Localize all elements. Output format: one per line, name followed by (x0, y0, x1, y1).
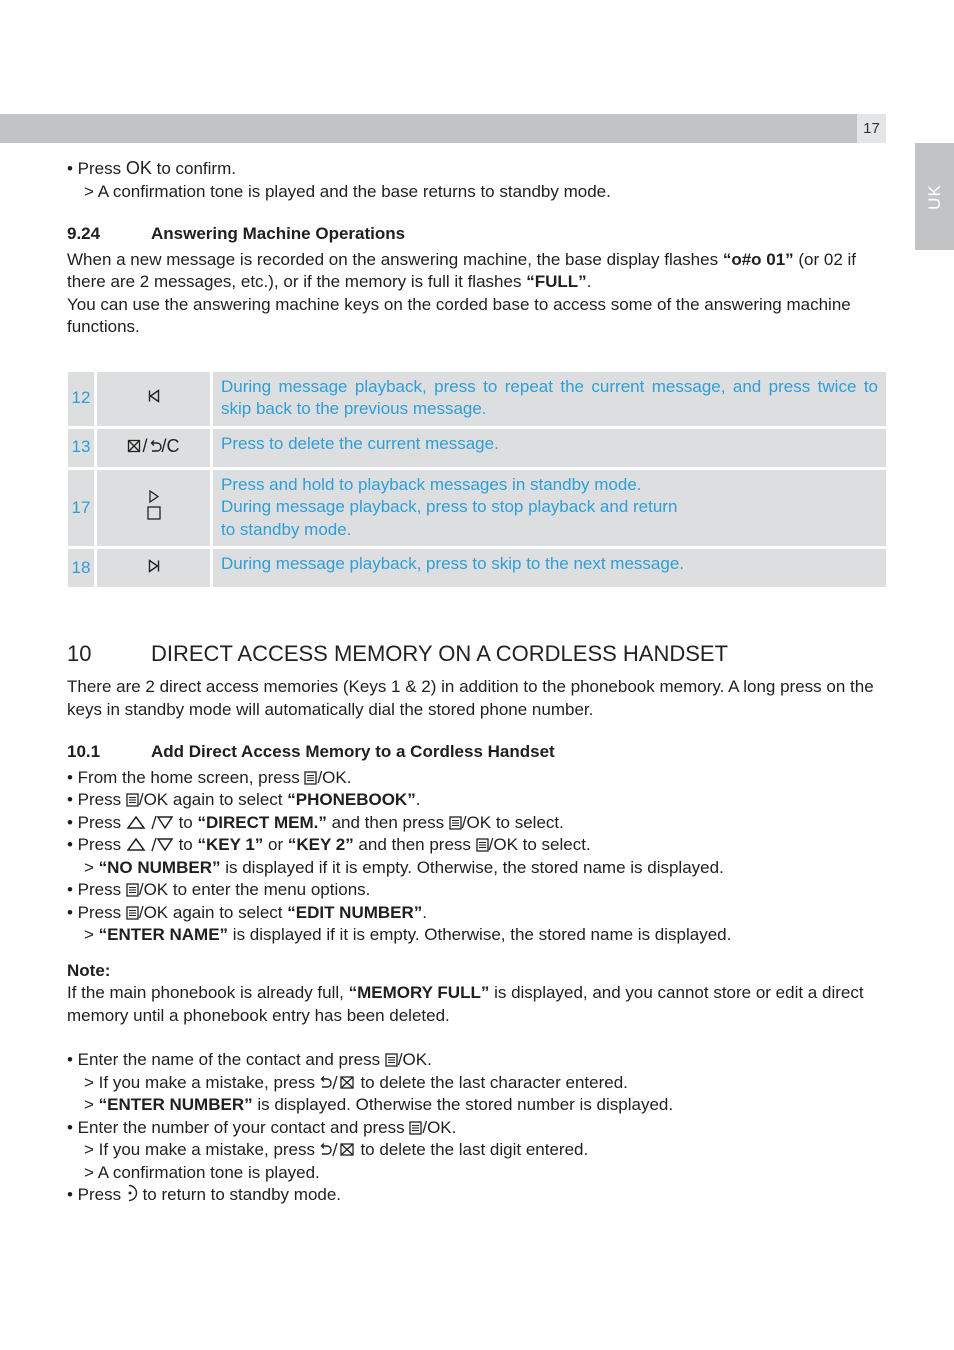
table-row (68, 429, 886, 467)
intro-step: • Press OK to confirm. (67, 158, 236, 178)
list-item: • Press /OK again to select “PHONEBOOK”. (67, 790, 421, 809)
list-item-result: > “NO NUMBER” is displayed if it is empty. Otherwise, the stored name is displayed. (84, 857, 724, 877)
list-item: • Press to return to standby mode. (67, 1185, 342, 1204)
menu-ok-key-icon (409, 1121, 422, 1135)
key-number: 17 (68, 470, 94, 547)
menu-ok-key-icon (126, 906, 139, 920)
up-down-key-icon (126, 815, 174, 830)
play-stop-icon (97, 470, 210, 547)
table-row (68, 549, 886, 587)
page-number: 17 (857, 114, 886, 143)
list-item-result: > If you make a mistake, press to delete the last digit entered. (84, 1140, 589, 1159)
menu-ok-key-icon (449, 816, 462, 830)
list-item: • Enter the name of the contact and press /OK. (67, 1050, 432, 1069)
ok-key-icon: OK (125, 158, 152, 178)
menu-ok-key-icon (126, 793, 139, 807)
list-item-result: > A confirmation tone is played. (84, 1162, 320, 1182)
list-item-result: > “ENTER NAME” is displayed if it is empty. Otherwise, the stored name is displayed. (84, 925, 732, 944)
list-item-result: > “ENTER NUMBER” is displayed. Otherwise the stored number is displayed. (84, 1095, 674, 1114)
section-9-24-para2: You can use the answering machine keys on the corded base to access some of the answering machine functions. (67, 294, 851, 336)
language-tab (915, 143, 954, 250)
section-9-24-heading: 9.24 Answering Machine Operations (67, 224, 406, 243)
menu-ok-key-icon (126, 883, 139, 897)
up-down-key-icon (126, 837, 174, 852)
key-description: Press to delete the current message. (213, 429, 886, 467)
key-number: 13 (68, 429, 94, 467)
back-delete-key-icon (320, 1142, 356, 1157)
list-item: • Press to “KEY 1” or “KEY 2” and then press /OK to select. (67, 835, 591, 854)
list-item-result: > If you make a mistake, press to delete the last character entered. (84, 1072, 628, 1092)
key-description: Press and hold to playback messages in standby mode. During message playback, press to stop playback and return to standby mode. (213, 470, 886, 547)
list-item: • Press /OK to enter the menu options. (67, 880, 371, 899)
skip-forward-icon (97, 549, 210, 587)
section-10-heading: 10 DIRECT ACCESS MEMORY ON A CORDLESS HANDSET (67, 641, 729, 666)
key-number: 12 (68, 372, 94, 426)
key-description: During message playback, press to repeat the current message, and press twice to skip back to the previous message. (213, 372, 886, 426)
list-item: • Enter the number of your contact and press /OK. (67, 1117, 457, 1137)
menu-ok-key-icon (304, 771, 317, 785)
section-10-1-heading: 10.1 Add Direct Access Memory to a Cordless Handset (67, 742, 555, 761)
page-content (67, 157, 887, 1207)
section-9-24-para1: When a new message is recorded on the answering machine, the base display flashes “o#o 01” (or 02 if there are 2 messages, etc.), or if the memory is full it flashes “FULL”. (67, 249, 857, 291)
key-number: 18 (68, 549, 94, 587)
list-item: • Press /OK again to select “EDIT NUMBER”. (67, 902, 428, 922)
skip-back-icon (97, 372, 210, 426)
delete-back-c-icon: / /C (97, 429, 210, 467)
table-row (68, 372, 886, 426)
menu-ok-key-icon (476, 838, 489, 852)
table-row (68, 470, 886, 547)
note-label: Note: (67, 960, 111, 980)
note-text: If the main phonebook is already full, “MEMORY FULL” is displayed, and you cannot store or edit a direct memory until a phonebook entry has been deleted. (67, 983, 864, 1025)
end-call-key-icon (126, 1184, 138, 1202)
list-item: • Press to “DIRECT MEM.” and then press /OK to select. (67, 812, 564, 832)
answering-machine-keys-table (65, 369, 889, 591)
section-10-para: There are 2 direct access memories (Keys 1 & 2) in addition to the phonebook memory. A long press on the keys in standby mode will automatically dial the stored phone number. (67, 677, 874, 719)
menu-ok-key-icon (385, 1053, 398, 1067)
header-bar (0, 114, 857, 143)
back-delete-key-icon (320, 1075, 356, 1090)
intro-result: > A confirmation tone is played and the base returns to standby mode. (84, 181, 611, 201)
list-item: • From the home screen, press /OK. (67, 767, 352, 787)
key-description: During message playback, press to skip to the next message. (213, 549, 886, 587)
language-tab-label: UK (924, 183, 944, 210)
